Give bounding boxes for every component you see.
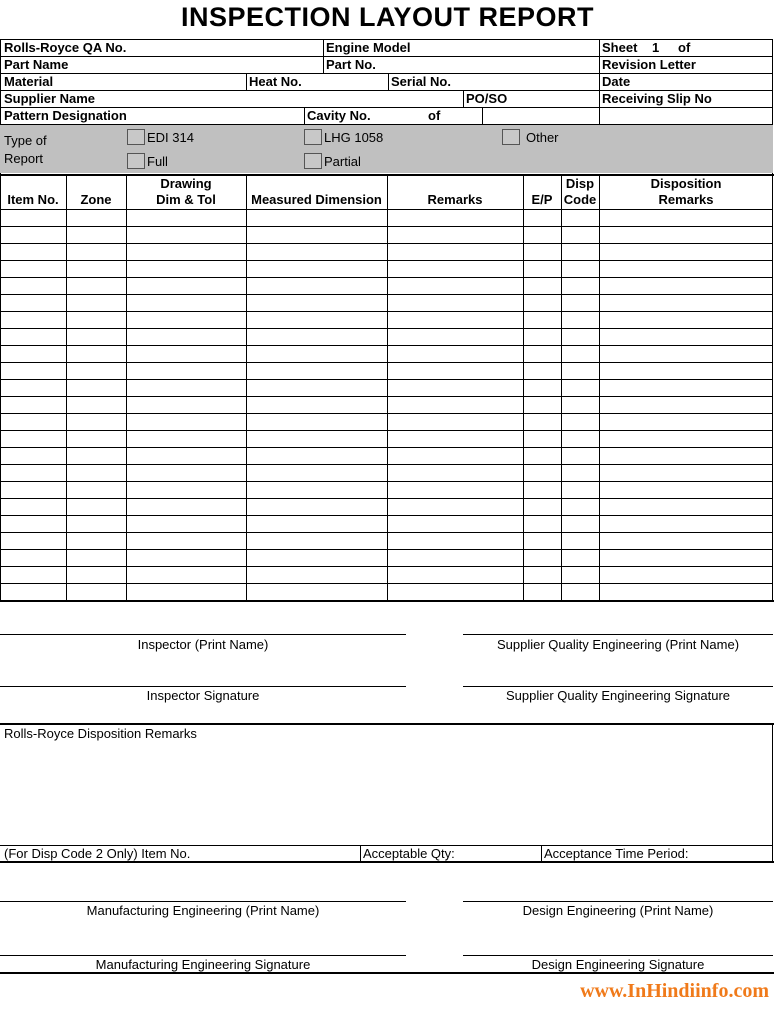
table-cell[interactable] xyxy=(524,227,561,243)
table-cell[interactable] xyxy=(600,414,772,430)
table-cell[interactable] xyxy=(1,227,66,243)
col-remarks: Remarks xyxy=(427,192,483,207)
table-cell[interactable] xyxy=(67,431,126,447)
table-cell[interactable] xyxy=(1,567,66,583)
col-item-no: Item No. xyxy=(7,192,59,207)
table-cell[interactable] xyxy=(247,312,387,328)
table-cell[interactable] xyxy=(600,363,772,379)
table-cell[interactable] xyxy=(1,533,66,549)
table-cell[interactable] xyxy=(388,346,523,362)
table-cell[interactable] xyxy=(600,550,772,566)
table-cell[interactable] xyxy=(600,499,772,515)
table-cell[interactable] xyxy=(127,261,246,277)
table-cell[interactable] xyxy=(562,550,599,566)
table-cell[interactable] xyxy=(247,499,387,515)
divider xyxy=(0,972,774,974)
divider xyxy=(772,845,773,862)
mfg-signature-line[interactable] xyxy=(0,955,406,956)
rr-disposition-label: Rolls-Royce Disposition Remarks xyxy=(4,726,197,741)
design-signature-caption: Design Engineering Signature xyxy=(531,957,705,972)
table-cell[interactable] xyxy=(524,533,561,549)
table-cell[interactable] xyxy=(67,533,126,549)
table-cell[interactable] xyxy=(388,329,523,345)
part-name-label: Part Name xyxy=(4,57,69,72)
table-cell[interactable] xyxy=(524,550,561,566)
inspector-name-line[interactable] xyxy=(0,634,406,635)
watermark: www.InHindiinfo.com xyxy=(580,980,769,1002)
table-cell[interactable] xyxy=(388,278,523,294)
table-cell[interactable] xyxy=(600,329,772,345)
table-cell[interactable] xyxy=(600,278,772,294)
lhg-1058-checkbox[interactable] xyxy=(304,129,322,145)
table-cell[interactable] xyxy=(127,550,246,566)
table-cell[interactable] xyxy=(524,414,561,430)
table-cell[interactable] xyxy=(127,465,246,481)
table-cell[interactable] xyxy=(67,295,126,311)
inspector-signature-caption: Inspector Signature xyxy=(146,688,260,703)
disp-code-item-label: (For Disp Code 2 Only) Item No. xyxy=(4,846,191,861)
table-cell[interactable] xyxy=(600,567,772,583)
sheet-number: 1 xyxy=(652,40,660,55)
lhg-1058-label: LHG 1058 xyxy=(324,130,384,145)
table-cell[interactable] xyxy=(562,346,599,362)
divider xyxy=(246,73,247,90)
table-cell[interactable] xyxy=(600,295,772,311)
engine-model-label: Engine Model xyxy=(326,40,411,55)
col-drawing: Drawing xyxy=(160,176,212,191)
sqe-signature-line[interactable] xyxy=(463,686,773,687)
table-cell[interactable] xyxy=(67,482,126,498)
table-cell[interactable] xyxy=(127,448,246,464)
table-cell[interactable] xyxy=(388,227,523,243)
table-cell[interactable] xyxy=(388,380,523,396)
divider xyxy=(304,107,305,124)
table-cell[interactable] xyxy=(127,329,246,345)
table-cell[interactable] xyxy=(600,448,772,464)
page-title: INSPECTION LAYOUT REPORT xyxy=(180,2,595,32)
table-cell[interactable] xyxy=(1,516,66,532)
table-cell[interactable] xyxy=(247,329,387,345)
partial-label: Partial xyxy=(324,154,361,169)
table-cell[interactable] xyxy=(600,465,772,481)
table-cell[interactable] xyxy=(562,278,599,294)
table-cell[interactable] xyxy=(524,380,561,396)
table-cell[interactable] xyxy=(247,397,387,413)
table-cell[interactable] xyxy=(562,244,599,260)
table-cell[interactable] xyxy=(247,295,387,311)
table-cell[interactable] xyxy=(562,295,599,311)
table-cell[interactable] xyxy=(388,210,523,226)
divider xyxy=(323,39,324,73)
table-cell[interactable] xyxy=(524,448,561,464)
cavity-of-label: of xyxy=(428,108,441,123)
table-cell[interactable] xyxy=(524,278,561,294)
table-cell[interactable] xyxy=(600,533,772,549)
table-cell[interactable] xyxy=(388,567,523,583)
divider xyxy=(360,845,361,862)
table-cell[interactable] xyxy=(388,431,523,447)
table-cell[interactable] xyxy=(127,295,246,311)
other-checkbox[interactable] xyxy=(502,129,520,145)
table-cell[interactable] xyxy=(67,210,126,226)
table-cell[interactable] xyxy=(600,431,772,447)
table-cell[interactable] xyxy=(127,363,246,379)
table-cell[interactable] xyxy=(388,363,523,379)
table-cell[interactable] xyxy=(247,516,387,532)
table-cell[interactable] xyxy=(600,380,772,396)
table-cell[interactable] xyxy=(67,397,126,413)
acceptable-qty-label: Acceptable Qty: xyxy=(363,846,455,861)
table-cell[interactable] xyxy=(67,499,126,515)
table-cell[interactable] xyxy=(524,567,561,583)
table-cell[interactable] xyxy=(67,363,126,379)
heat-no-label: Heat No. xyxy=(249,74,302,89)
table-cell[interactable] xyxy=(524,295,561,311)
full-checkbox[interactable] xyxy=(127,153,145,169)
table-cell[interactable] xyxy=(388,550,523,566)
table-cell[interactable] xyxy=(247,244,387,260)
pattern-designation-label: Pattern Designation xyxy=(4,108,127,123)
col-code: Code xyxy=(563,192,597,207)
table-cell[interactable] xyxy=(67,567,126,583)
table-cell[interactable] xyxy=(127,584,246,600)
table-cell[interactable] xyxy=(524,431,561,447)
rr-disposition-area[interactable] xyxy=(0,742,772,844)
table-cell[interactable] xyxy=(562,431,599,447)
design-signature-line[interactable] xyxy=(463,955,773,956)
table-cell[interactable] xyxy=(562,414,599,430)
table-cell[interactable] xyxy=(247,261,387,277)
table-cell[interactable] xyxy=(562,533,599,549)
cavity-no-label: Cavity No. xyxy=(307,108,371,123)
table-cell[interactable] xyxy=(1,431,66,447)
table-cell[interactable] xyxy=(388,499,523,515)
table-cell[interactable] xyxy=(127,244,246,260)
table-cell[interactable] xyxy=(247,431,387,447)
serial-no-label: Serial No. xyxy=(391,74,451,89)
table-cell[interactable] xyxy=(1,278,66,294)
table-cell[interactable] xyxy=(388,448,523,464)
sheet-label: Sheet xyxy=(602,40,638,55)
table-cell[interactable] xyxy=(67,261,126,277)
table-cell[interactable] xyxy=(67,380,126,396)
table-cell[interactable] xyxy=(600,584,772,600)
design-name-line[interactable] xyxy=(463,901,773,902)
table-cell[interactable] xyxy=(562,380,599,396)
acceptance-period-label: Acceptance Time Period: xyxy=(544,846,689,861)
table-cell[interactable] xyxy=(67,329,126,345)
report-type-label: Type of xyxy=(4,133,47,148)
table-cell[interactable] xyxy=(562,567,599,583)
divider xyxy=(0,723,774,725)
divider xyxy=(541,845,542,862)
table-cell[interactable] xyxy=(247,414,387,430)
inspector-signature-line[interactable] xyxy=(0,686,406,687)
table-cell[interactable] xyxy=(67,346,126,362)
po-so-label: PO/SO xyxy=(466,91,508,106)
table-cell[interactable] xyxy=(247,533,387,549)
table-cell[interactable] xyxy=(247,278,387,294)
material-label: Material xyxy=(4,74,54,89)
table-cell[interactable] xyxy=(388,465,523,481)
table-cell[interactable] xyxy=(388,533,523,549)
mfg-name-caption: Manufacturing Engineering (Print Name) xyxy=(86,903,320,918)
table-cell[interactable] xyxy=(127,227,246,243)
table-cell[interactable] xyxy=(1,346,66,362)
table-cell[interactable] xyxy=(67,278,126,294)
table-cell[interactable] xyxy=(247,465,387,481)
table-cell[interactable] xyxy=(562,465,599,481)
table-cell[interactable] xyxy=(562,329,599,345)
table-cell[interactable] xyxy=(388,397,523,413)
table-cell[interactable] xyxy=(247,448,387,464)
table-cell[interactable] xyxy=(562,482,599,498)
table-cell[interactable] xyxy=(388,414,523,430)
table-cell[interactable] xyxy=(562,397,599,413)
table-cell[interactable] xyxy=(247,584,387,600)
inspector-name-caption: Inspector (Print Name) xyxy=(137,637,269,652)
part-no-label: Part No. xyxy=(326,57,376,72)
table-cell[interactable] xyxy=(247,363,387,379)
table-cell[interactable] xyxy=(127,567,246,583)
table-cell[interactable] xyxy=(247,346,387,362)
table-cell[interactable] xyxy=(562,227,599,243)
table-cell[interactable] xyxy=(1,363,66,379)
table-cell[interactable] xyxy=(127,278,246,294)
table-cell[interactable] xyxy=(388,312,523,328)
table-cell[interactable] xyxy=(127,516,246,532)
table-cell[interactable] xyxy=(1,244,66,260)
table-cell[interactable] xyxy=(600,210,772,226)
table-cell[interactable] xyxy=(524,312,561,328)
table-cell[interactable] xyxy=(524,244,561,260)
sqe-name-caption: Supplier Quality Engineering (Print Name) xyxy=(496,637,740,652)
design-name-caption: Design Engineering (Print Name) xyxy=(522,903,714,918)
table-cell[interactable] xyxy=(562,363,599,379)
table-cell[interactable] xyxy=(67,227,126,243)
table-cell[interactable] xyxy=(388,244,523,260)
table-cell[interactable] xyxy=(524,346,561,362)
table-cell[interactable] xyxy=(67,448,126,464)
table-cell[interactable] xyxy=(67,414,126,430)
edi-314-label: EDI 314 xyxy=(147,130,194,145)
col-disposition: Disposition xyxy=(650,176,722,191)
col-dim-tol: Dim & Tol xyxy=(156,192,216,207)
mfg-name-line[interactable] xyxy=(0,901,406,902)
table-cell[interactable] xyxy=(1,448,66,464)
table-cell[interactable] xyxy=(524,465,561,481)
date-label: Date xyxy=(602,74,631,89)
mfg-signature-caption: Manufacturing Engineering Signature xyxy=(95,957,311,972)
table-cell[interactable] xyxy=(1,414,66,430)
table-cell[interactable] xyxy=(562,584,599,600)
table-cell[interactable] xyxy=(1,312,66,328)
table-cell[interactable] xyxy=(524,363,561,379)
table-cell[interactable] xyxy=(127,380,246,396)
table-cell[interactable] xyxy=(524,584,561,600)
supplier-name-label: Supplier Name xyxy=(4,91,96,106)
table-cell[interactable] xyxy=(1,210,66,226)
table-cell[interactable] xyxy=(127,431,246,447)
revision-letter-label: Revision Letter xyxy=(602,57,696,72)
divider xyxy=(772,723,773,845)
table-cell[interactable] xyxy=(562,499,599,515)
col-disp: Disp xyxy=(565,176,595,191)
table-cell[interactable] xyxy=(562,516,599,532)
table-cell[interactable] xyxy=(127,346,246,362)
table-cell[interactable] xyxy=(67,312,126,328)
report-type-band xyxy=(0,125,773,173)
edi-314-checkbox[interactable] xyxy=(127,129,145,145)
table-cell[interactable] xyxy=(388,584,523,600)
sqe-name-line[interactable] xyxy=(463,634,773,635)
table-column-line xyxy=(772,175,773,600)
table-cell[interactable] xyxy=(127,499,246,515)
table-cell[interactable] xyxy=(247,380,387,396)
col-e-p: E/P xyxy=(531,192,553,207)
table-cell[interactable] xyxy=(127,312,246,328)
table-cell[interactable] xyxy=(127,414,246,430)
table-cell[interactable] xyxy=(524,261,561,277)
table-cell[interactable] xyxy=(1,261,66,277)
table-cell[interactable] xyxy=(524,397,561,413)
table-cell[interactable] xyxy=(600,397,772,413)
qa-no-label: Rolls-Royce QA No. xyxy=(4,40,127,55)
full-label: Full xyxy=(147,154,168,169)
sqe-signature-caption: Supplier Quality Engineering Signature xyxy=(505,688,731,703)
table-bottom-border xyxy=(0,600,774,602)
table-cell[interactable] xyxy=(67,244,126,260)
col-disposition-remarks: Remarks xyxy=(658,192,714,207)
table-cell[interactable] xyxy=(67,584,126,600)
table-cell[interactable] xyxy=(1,329,66,345)
receiving-slip-label: Receiving Slip No xyxy=(602,91,712,106)
table-cell[interactable] xyxy=(1,397,66,413)
table-cell[interactable] xyxy=(127,397,246,413)
col-zone: Zone xyxy=(80,192,112,207)
divider xyxy=(599,39,600,125)
table-cell[interactable] xyxy=(524,329,561,345)
table-cell[interactable] xyxy=(562,448,599,464)
table-cell[interactable] xyxy=(388,295,523,311)
table-cell[interactable] xyxy=(1,295,66,311)
table-cell[interactable] xyxy=(562,210,599,226)
table-cell[interactable] xyxy=(1,499,66,515)
table-cell[interactable] xyxy=(67,550,126,566)
table-cell[interactable] xyxy=(600,312,772,328)
table-cell[interactable] xyxy=(1,380,66,396)
partial-checkbox[interactable] xyxy=(304,153,322,169)
table-cell[interactable] xyxy=(600,244,772,260)
table-cell[interactable] xyxy=(247,482,387,498)
table-cell[interactable] xyxy=(600,346,772,362)
table-cell[interactable] xyxy=(524,499,561,515)
table-cell[interactable] xyxy=(247,210,387,226)
divider xyxy=(0,73,773,74)
table-cell[interactable] xyxy=(247,567,387,583)
divider xyxy=(388,73,389,90)
table-cell[interactable] xyxy=(388,482,523,498)
table-cell[interactable] xyxy=(524,210,561,226)
table-cell[interactable] xyxy=(247,550,387,566)
table-cell[interactable] xyxy=(388,516,523,532)
table-cell[interactable] xyxy=(600,261,772,277)
table-cell[interactable] xyxy=(562,261,599,277)
sheet-of-label: of xyxy=(678,40,691,55)
table-cell[interactable] xyxy=(1,465,66,481)
table-cell[interactable] xyxy=(1,482,66,498)
table-cell[interactable] xyxy=(524,482,561,498)
table-cell[interactable] xyxy=(127,482,246,498)
table-cell[interactable] xyxy=(1,550,66,566)
table-cell[interactable] xyxy=(524,516,561,532)
table-cell[interactable] xyxy=(67,465,126,481)
report-type-label: Report xyxy=(4,151,44,166)
table-cell[interactable] xyxy=(388,261,523,277)
table-cell[interactable] xyxy=(562,312,599,328)
col-measured-dimension: Measured Dimension xyxy=(251,192,382,207)
table-cell[interactable] xyxy=(127,533,246,549)
table-cell[interactable] xyxy=(600,227,772,243)
table-cell[interactable] xyxy=(127,210,246,226)
divider xyxy=(463,90,464,107)
table-cell[interactable] xyxy=(600,516,772,532)
table-cell[interactable] xyxy=(247,227,387,243)
table-cell[interactable] xyxy=(600,482,772,498)
other-label: Other xyxy=(526,130,559,145)
divider xyxy=(482,107,483,124)
table-cell[interactable] xyxy=(1,584,66,600)
table-cell[interactable] xyxy=(67,516,126,532)
